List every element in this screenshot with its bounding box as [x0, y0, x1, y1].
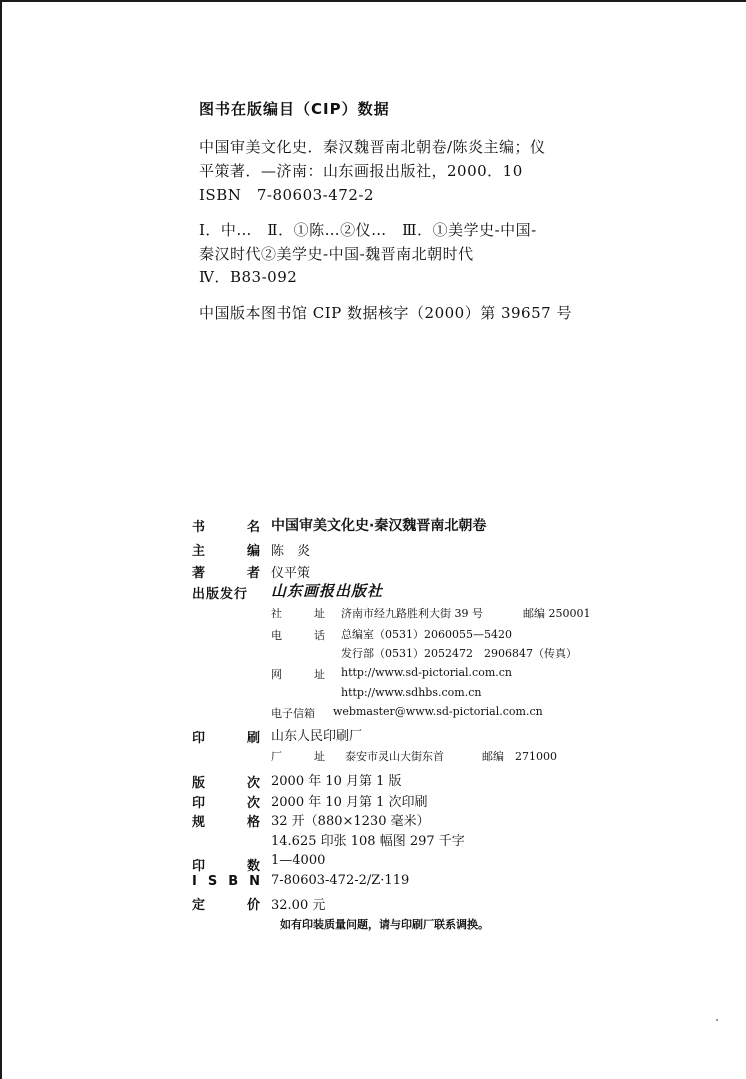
label-publisher: 出版发行: [192, 587, 249, 602]
cip-heading: 图书在版编目（CIP）数据: [199, 100, 390, 118]
label-phone: 电 话: [271, 629, 325, 642]
cip-line: 秦汉时代②美学史-中国-魏晋南北朝时代: [199, 245, 474, 263]
label-address: 社 址: [271, 607, 325, 620]
print-run: 1—4000: [271, 853, 326, 868]
printer: 山东人民印刷厂: [271, 729, 363, 744]
label-email: 电子信箱: [271, 707, 315, 720]
factory-zip: 邮编 271000: [482, 750, 557, 763]
label-book-title: 书 名: [192, 520, 260, 535]
scan-speck: [716, 1019, 718, 1021]
phone-distribution: 发行部（0531）2052472 2906847（传真）: [341, 647, 577, 660]
specs-pages: 14.625 印张 108 幅图 297 千字: [271, 834, 465, 849]
editor: 陈 炎: [271, 544, 311, 559]
label-isbn: I S B N: [192, 874, 260, 889]
label-printing: 印 次: [192, 796, 260, 811]
label-editor: 主 编: [192, 544, 260, 559]
factory-address: 泰安市灵山大街东首: [345, 750, 444, 763]
label-printer: 印 刷: [192, 731, 260, 746]
edition: 2000 年 10 月第 1 版: [271, 774, 402, 789]
publisher-email: webmaster@www.sd-pictorial.com.cn: [333, 705, 543, 718]
cip-record-number: 中国版本图书馆 CIP 数据核字（2000）第 39657 号: [199, 304, 572, 322]
quality-notice: 如有印装质量问题，请与印刷厂联系调换。: [280, 918, 489, 931]
cip-line: 平策著．—济南：山东画报出版社，2000．10: [199, 162, 523, 180]
label-website: 网 址: [271, 668, 325, 681]
cip-classification: Ⅳ．B83-092: [199, 268, 298, 286]
label-edition: 版 次: [192, 776, 260, 791]
label-factory-address: 厂 址: [271, 750, 325, 763]
cip-line: 中国审美文化史．秦汉魏晋南北朝卷/陈炎主编；仪: [199, 138, 546, 156]
price: 32.00 元: [271, 898, 326, 913]
cip-isbn-line: ISBN 7-80603-472-2: [199, 186, 374, 204]
phone-editorial: 总编室（0531）2060055—5420: [341, 628, 512, 641]
publisher-address: 济南市经九路胜利大街 39 号: [341, 607, 483, 620]
printing: 2000 年 10 月第 1 次印刷: [271, 795, 428, 810]
author: 仪平策: [271, 566, 311, 581]
website-url: http://www.sdhbs.com.cn: [341, 686, 482, 699]
specs-format: 32 开（880×1230 毫米）: [271, 814, 430, 829]
label-specs: 规 格: [192, 815, 260, 830]
label-price: 定 价: [192, 898, 260, 913]
publisher-logo: 山东画报出版社: [271, 582, 384, 600]
isbn: 7-80603-472-2/Z·119: [271, 873, 410, 888]
label-print-run: 印 数: [192, 859, 260, 874]
website-url: http://www.sd-pictorial.com.cn: [341, 666, 512, 679]
label-author: 著 者: [192, 566, 260, 581]
book-title: 中国审美文化史·秦汉魏晋南北朝卷: [271, 518, 487, 534]
publisher-zip: 邮编 250001: [523, 607, 591, 620]
cip-line: Ⅰ．中… Ⅱ．①陈…②仪… Ⅲ．①美学史-中国-: [199, 221, 537, 239]
